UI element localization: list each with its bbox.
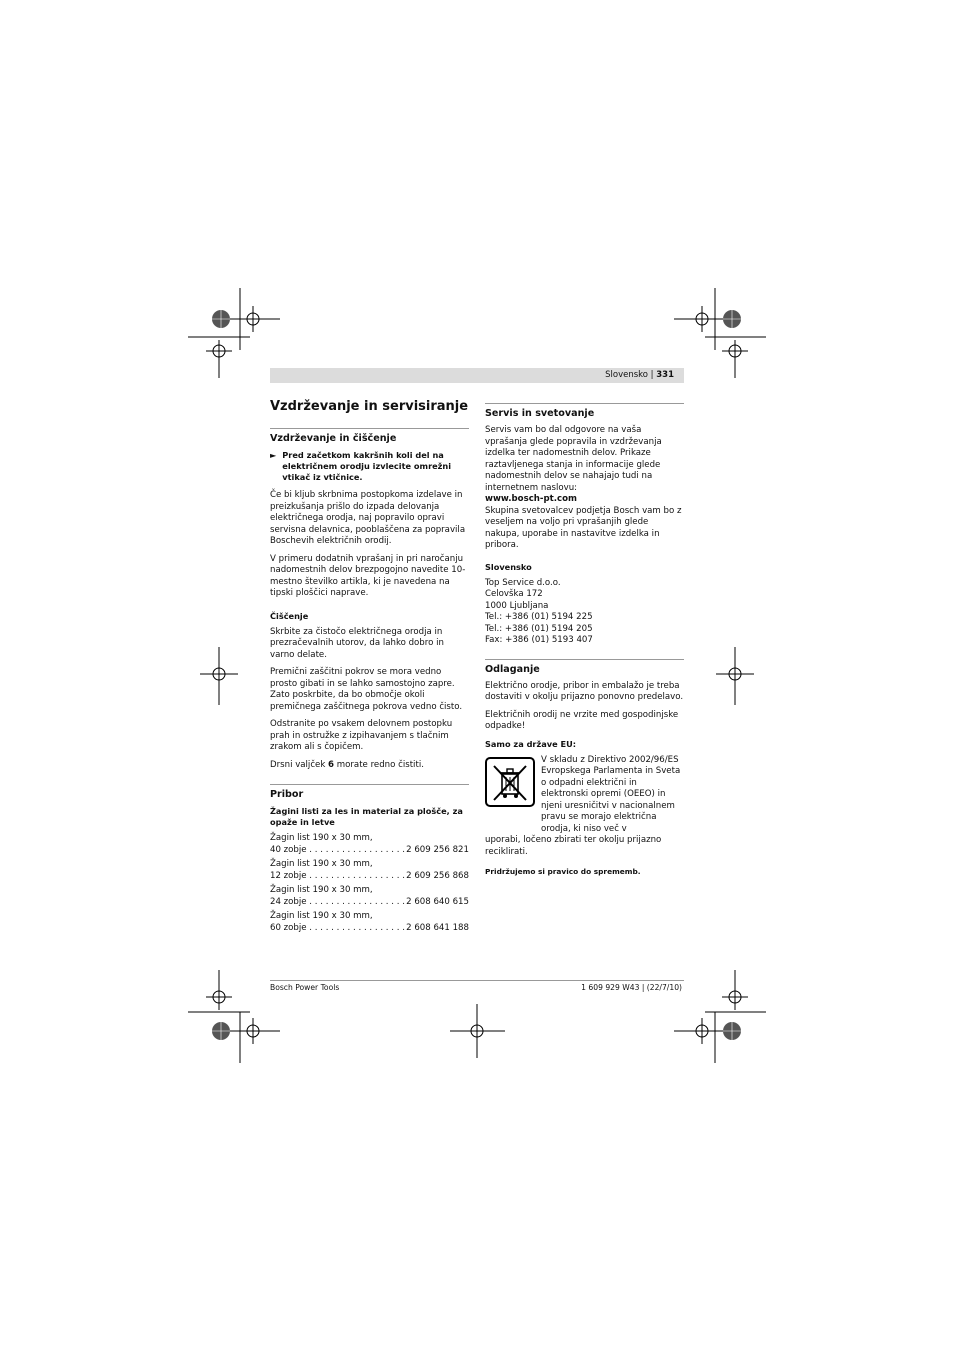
- footer-right: 1 609 929 W43 | (22/7/10): [581, 983, 682, 992]
- accessory-item: [270, 885, 469, 908]
- paragraph: Skrbite za čistočo električnega orodja in prezračevalnih utorov, da lahko dobro in varno delate.: [270, 626, 444, 660]
- paragraph: Če bi kljub skrbnima postopkoma izdelave in preizkušanja prišlo do izpada delovanja električnega orodja, naj popravilo opravi servisna delavnica, pooblaščena za popravila Boschevih električnih orodij.: [270, 490, 466, 546]
- accessory-item: [270, 833, 469, 856]
- accessory-code: 2 609 256 868: [406, 870, 469, 881]
- accessory-item: [270, 911, 469, 934]
- part-number: 6: [328, 759, 335, 770]
- paragraph: Servis vam bo dal odgovore na vaša vprašanja glede popravila in vzdrževanja izdelka ter nadomestnih delov. Prikaze raztavljenega stanja in informacije glede nadomestnih delov se nahajajo tudi na internetnem naslovu:: [485, 425, 662, 493]
- warning-text: Pred začetkom kakršnih koli del na električnem orodju izvlecite omrežni vtikač iz vtičnice.: [282, 450, 452, 482]
- paragraph: Odstranite po vsakem delovnem postopku prah in ostružke z izpihavanjem s tlačnim zrakom ali s čopičem.: [270, 719, 453, 752]
- accessories-subtitle: Žagini listi za les in material za plošče, za opaže in letve: [270, 806, 463, 827]
- service-url[interactable]: www.bosch-pt.com: [485, 494, 577, 504]
- accessory-code: 2 608 640 615: [406, 896, 469, 907]
- accessory-qty: 24 zobje . . .: [270, 897, 406, 909]
- address-block: [485, 578, 684, 647]
- main-title: Vzdrževanje in servisiranje: [270, 399, 469, 414]
- warning-bullet: [270, 450, 469, 483]
- paragraph: Skupina svetovalcev podjetja Bosch vam bo z veseljem na voljo pri vprašanjih glede nakupa, uporabe in nastavitve izdelka in pribora.: [485, 505, 682, 550]
- accessory-desc: Žagin list 190 x 30 mm,: [270, 833, 373, 843]
- accessory-qty: 12 zobje . . .: [270, 871, 406, 883]
- accessory-qty: 60 zobje . . .: [270, 923, 406, 935]
- text-part: morate redno čistiti.: [334, 759, 424, 770]
- eu-heading: Samo za države EU:: [485, 738, 577, 749]
- accessory-desc: Žagin list 190 x 30 mm,: [270, 859, 373, 869]
- header-language: Slovensko: [605, 370, 648, 380]
- paragraph: Premični zaščitni pokrov se mora vedno prosto gibati in se lahko samostojno zapre. Zato poskrbite, da bo območje okoli premičnega zaščitnega pokrova vedno čisto.: [270, 667, 463, 712]
- accessory-desc: Žagin list 190 x 30 mm,: [270, 885, 373, 895]
- address-line: Fax: +386 (01) 5193 407: [485, 635, 593, 645]
- left-column: [270, 399, 469, 937]
- country-heading: Slovensko: [485, 561, 532, 572]
- address-line: Celovška 172: [485, 589, 543, 599]
- weee-block: [485, 755, 684, 836]
- footer-left: Bosch Power Tools: [270, 983, 340, 992]
- paragraph: [270, 760, 469, 772]
- paragraph: Električnih orodij ne vrzite med gospodinjske odpadke!: [485, 709, 679, 731]
- address-line: Top Service d.o.o.: [485, 577, 561, 588]
- paragraph: V primeru dodatnih vprašanj in pri naročanju nadomestnih delov brezpogojno navedite 10-mestno številko artikla, ki je navedena na tipski ploščici naprave.: [270, 553, 466, 598]
- bullet-arrow-icon: ►: [270, 450, 277, 460]
- paragraph: Električno orodje, pribor in embalažo je treba dostaviti v okolju prijazno ponovno predelavo.: [485, 680, 684, 702]
- text-part: Drsni valjček: [270, 759, 329, 770]
- weee-crossed-bin-icon: [485, 757, 535, 807]
- accessory-code: 2 608 641 188: [406, 922, 469, 933]
- footer-rule: [270, 980, 684, 981]
- accessory-desc: Žagin list 190 x 30 mm,: [270, 911, 373, 921]
- accessory-qty: 40 zobje . . .: [270, 845, 406, 857]
- accessory-item: [270, 859, 469, 882]
- section-service-title: Servis in svetovanje: [485, 403, 684, 420]
- section-maintenance-title: Vzdrževanje in čiščenje: [270, 428, 469, 445]
- page-number: 331: [656, 370, 674, 380]
- changes-note: Pridržujemo si pravico do sprememb.: [485, 867, 641, 876]
- address-line: Tel.: +386 (01) 5194 225: [485, 612, 593, 622]
- page-header-bar: [270, 368, 684, 383]
- section-accessories-title: Pribor: [270, 784, 469, 801]
- page-header-text: Slovensko | 331: [605, 370, 674, 380]
- paragraph: uporabi, ločeno zbirati ter okolju prijazno reciklirati.: [485, 835, 662, 857]
- section-disposal-title: Odlaganje: [485, 659, 684, 676]
- right-column: [485, 403, 684, 878]
- subheading-cleaning: Čiščenje: [270, 610, 309, 621]
- address-line: Tel.: +386 (01) 5194 205: [485, 623, 593, 634]
- eu-text: V skladu z Direktivo 2002/96/ES Evropskega Parlamenta in Sveta o odpadni električni in elektronski opremi (OEEO) in njeni uresničitvi v nacionalnem pravu se morajo električna orodja, ki niso več v: [541, 754, 681, 834]
- address-line: 1000 Ljubljana: [485, 600, 549, 611]
- accessory-code: 2 609 256 821: [406, 844, 469, 855]
